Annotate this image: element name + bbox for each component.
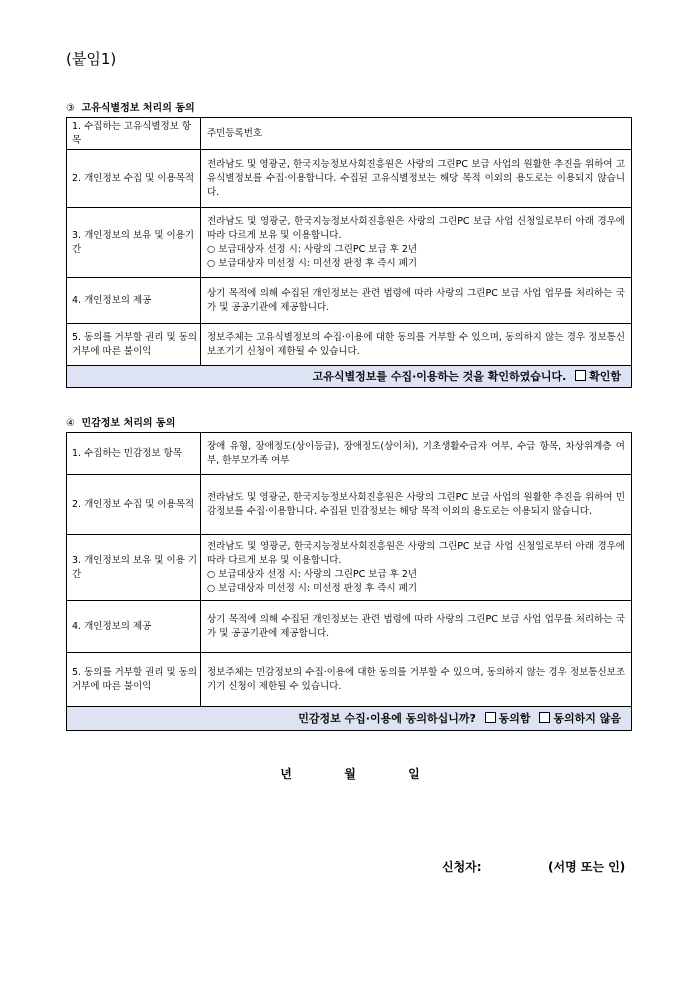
date-month-label: 월 (344, 767, 356, 781)
row-label: 2. 개인정보 수집 및 이용목적 (67, 475, 201, 535)
confirm-option-label: 확인함 (589, 369, 621, 383)
row-label: 4. 개인정보의 제공 (67, 278, 201, 324)
table-row (67, 278, 632, 324)
content-line: ○ 보급대상자 미선정 시: 미선정 판정 후 즉시 폐기 (207, 257, 418, 269)
applicant-label: 신청자: (442, 860, 482, 874)
section4-confirm (67, 707, 632, 731)
section4-confirm-text: 민감정보 수집·이용에 동의하십니까? (298, 711, 476, 725)
section4-number: ④ (66, 418, 75, 429)
disagree-checkbox[interactable] (539, 712, 550, 723)
row-label: 1. 수집하는 민감정보 항목 (67, 433, 201, 475)
section3-title: 고유식별정보 처리의 동의 (81, 103, 195, 114)
section3-number: ③ (66, 103, 75, 114)
table-row (67, 475, 632, 535)
section4-table (66, 432, 632, 731)
row-label: 5. 동의를 거부할 권리 및 동의 거부에 따른 불이익 (67, 653, 201, 707)
date-line (0, 765, 700, 782)
section3-title-line (66, 99, 195, 114)
table-row (67, 208, 632, 278)
agree-option-label: 동의함 (498, 711, 531, 725)
row-content (201, 653, 632, 707)
table-row (67, 150, 632, 208)
row-content (201, 433, 632, 475)
row-content (201, 601, 632, 653)
date-year-label: 년 (280, 767, 292, 781)
table-row (67, 653, 632, 707)
content-line: 정보주체는 민감정보의 수집·이용에 대한 동의를 거부할 수 있으며, 동의하지 않는 경우 정보통신보조기기 신청이 제한될 수 있습니다. (207, 666, 625, 692)
sign-or-seal-label: (서명 또는 인) (548, 860, 626, 874)
table-row (67, 535, 632, 601)
row-content (201, 324, 632, 366)
content-line: 전라남도 및 영광군, 한국지능정보사회진흥원은 사랑의 그린PC 보급 사업의 원활한 추진을 위하여 고유식별정보를 수집·이용합니다. 수집된 고유식별정보는 해당 목적 이외의 용도로는 이용되지 않습니다. (207, 158, 625, 198)
attachment-label: (붙임1) (66, 50, 117, 68)
table-row (67, 433, 632, 475)
agree-checkbox[interactable] (485, 712, 496, 723)
content-line: 장애 유형, 장애정도(상이등급), 장애정도(상이처), 기초생활수급자 여부, 수급 항목, 차상위계층 여부, 한부모가족 여부 (207, 440, 625, 466)
content-line: ○ 보급대상자 선정 시: 사랑의 그린PC 보급 후 2년 (207, 568, 418, 580)
section4-title: 민감정보 처리의 동의 (81, 418, 176, 429)
content-line: ○ 보급대상자 선정 시: 사랑의 그린PC 보급 후 2년 (207, 243, 418, 255)
content-line: 정보주체는 고유식별정보의 수집·이용에 대한 동의를 거부할 수 있으며, 동의하지 않는 경우 정보통신보조기기 신청이 제한될 수 있습니다. (207, 331, 625, 357)
disagree-option-label: 동의하지 않음 (553, 711, 621, 725)
row-label: 4. 개인정보의 제공 (67, 601, 201, 653)
section3-confirm (67, 366, 632, 388)
section3-table (66, 117, 632, 388)
confirm-row (67, 707, 632, 731)
date-day-label: 일 (408, 767, 420, 781)
section4-title-line (66, 414, 175, 429)
row-content (201, 118, 632, 150)
content-line: 전라남도 및 영광군, 한국지능정보사회진흥원은 사랑의 그린PC 보급 사업의 원활한 추진을 위하여 민감정보를 수집·이용합니다. 수집된 민감정보는 해당 목적 이외의 용도로는 이용되지 않습니다. (207, 491, 625, 517)
table-row (67, 324, 632, 366)
row-content (201, 278, 632, 324)
section3-confirm-text: 고유식별정보를 수집·이용하는 것을 확인하였습니다. (312, 369, 567, 383)
row-label: 1. 수집하는 고유식별정보 항목 (67, 118, 201, 150)
row-content (201, 150, 632, 208)
row-content (201, 208, 632, 278)
content-line: 주민등록번호 (207, 127, 263, 139)
row-label: 5. 동의를 거부할 권리 및 동의 거부에 따른 불이익 (67, 324, 201, 366)
content-line: 전라남도 및 영광군, 한국지능정보사회진흥원은 사랑의 그린PC 보급 사업 신청일로부터 아래 경우에 따라 다르게 보유 및 이용합니다. (207, 540, 625, 566)
row-label: 3. 개인정보의 보유 및 이용 기간 (67, 535, 201, 601)
content-line: ○ 보급대상자 미선정 시: 미선정 판정 후 즉시 폐기 (207, 582, 418, 594)
confirm-row (67, 366, 632, 388)
row-label: 3. 개인정보의 보유 및 이용기간 (67, 208, 201, 278)
table-row (67, 601, 632, 653)
confirm-checkbox[interactable] (575, 370, 586, 381)
row-content (201, 535, 632, 601)
content-line: 상기 목적에 의해 수집된 개인정보는 관련 법령에 따라 사랑의 그린PC 보급 사업 업무를 처리하는 국가 및 공공기관에 제공합니다. (207, 287, 625, 313)
row-label: 2. 개인정보 수집 및 이용목적 (67, 150, 201, 208)
content-line: 전라남도 및 영광군, 한국지능정보사회진흥원은 사랑의 그린PC 보급 사업 신청일로부터 아래 경우에 따라 다르게 보유 및 이용합니다. (207, 215, 625, 241)
row-content (201, 475, 632, 535)
table-row (67, 118, 632, 150)
content-line: 상기 목적에 의해 수집된 개인정보는 관련 법령에 따라 사랑의 그린PC 보급 사업 업무를 처리하는 국가 및 공공기관에 제공합니다. (207, 613, 625, 639)
